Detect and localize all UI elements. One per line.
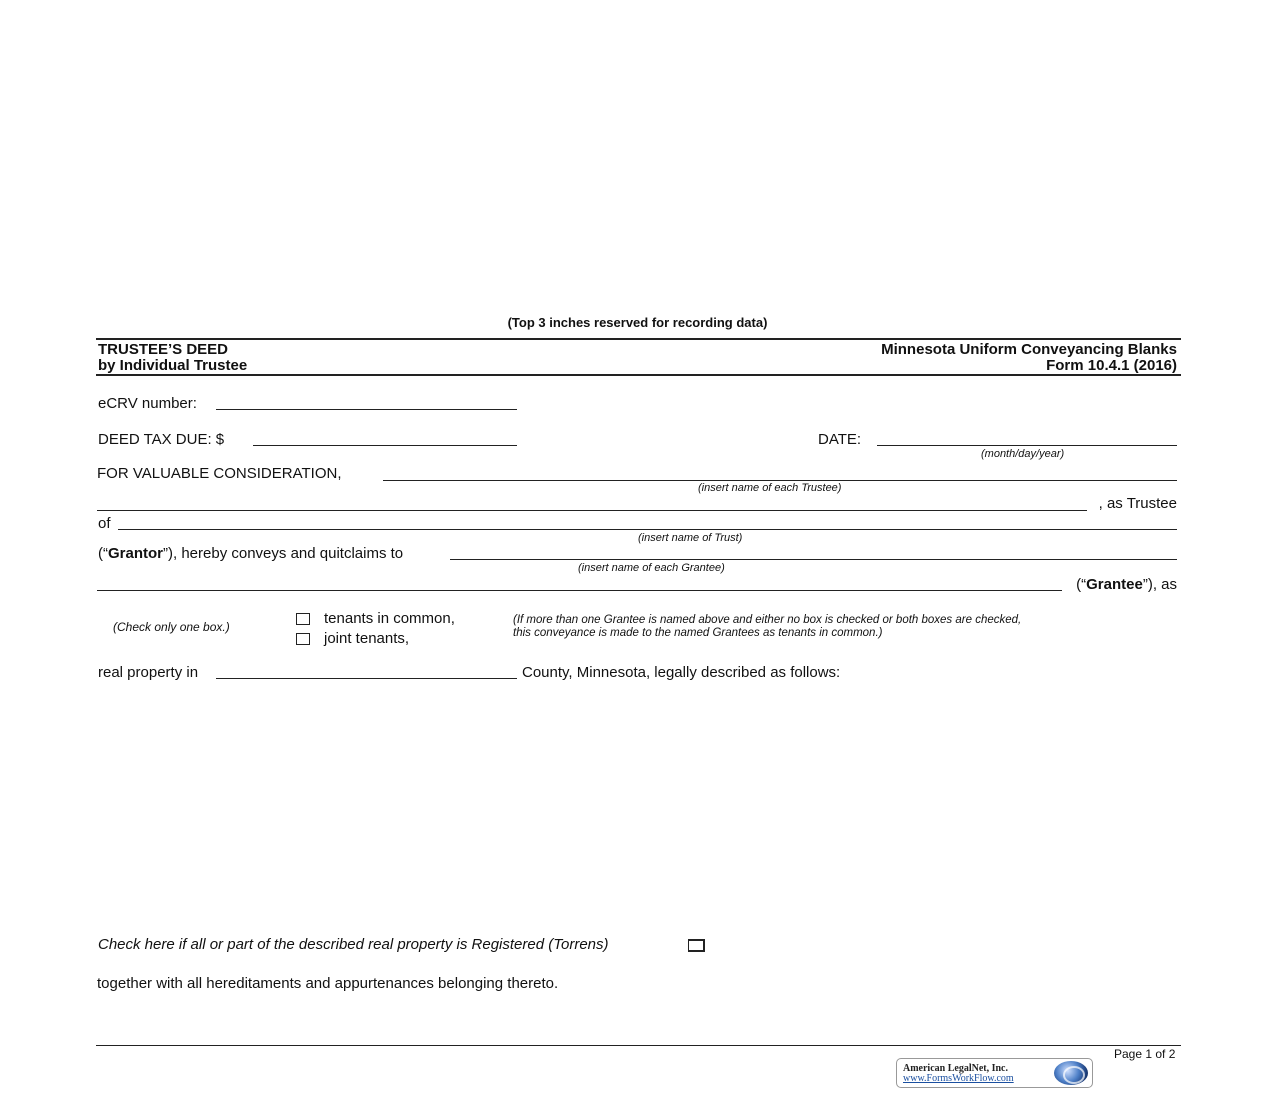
grantee-name-field-2[interactable]	[97, 590, 1062, 591]
header-bottom-rule	[96, 374, 1181, 376]
grantor-rest: ”), hereby conveys and quitclaims to	[163, 545, 404, 562]
hereditaments-text: together with all hereditaments and appurtenances belonging thereto.	[97, 975, 559, 992]
recording-note: (Top 3 inches reserved for recording data)	[507, 315, 768, 330]
footer-rule	[96, 1045, 1181, 1046]
form-series: Minnesota Uniform Conveyancing Blanks	[881, 341, 1177, 358]
grantee-clause	[1076, 576, 1177, 593]
grantee-open: (“	[1076, 576, 1087, 593]
joint-tenants-label: joint tenants,	[324, 630, 410, 647]
grantor-clause	[98, 545, 403, 562]
date-hint: (month/day/year)	[981, 448, 1065, 460]
county-text: County, Minnesota, legally described as follows:	[522, 664, 841, 681]
deed-tax-label: DEED TAX DUE: $	[98, 431, 225, 448]
deed-tax-field[interactable]	[253, 445, 517, 446]
trust-name-field[interactable]	[118, 529, 1177, 530]
trustee-name-field-2[interactable]	[97, 510, 1087, 511]
tenants-in-common-label: tenants in common,	[324, 610, 455, 627]
real-property-label: real property in	[98, 664, 199, 681]
tenants-in-common-checkbox[interactable]	[296, 613, 310, 625]
trustee-name-field[interactable]	[383, 480, 1177, 481]
grantee-word: Grantee	[1086, 576, 1143, 593]
form-number: Form 10.4.1 (2016)	[1046, 357, 1177, 374]
header-top-rule	[96, 338, 1181, 340]
as-trustee-text: , as Trustee	[1098, 495, 1177, 512]
joint-tenants-checkbox[interactable]	[296, 633, 310, 645]
grantee-rest: ”), as	[1142, 576, 1177, 593]
page-number: Page 1 of 2	[1114, 1047, 1176, 1061]
tenancy-note-line2: this conveyance is made to the named Grantees as tenants in common.)	[513, 627, 883, 639]
logo-company-text: American LegalNet, Inc.	[903, 1063, 1008, 1074]
date-field[interactable]	[877, 445, 1177, 446]
torrens-text: Check here if all or part of the described real property is Registered (Torrens)	[98, 936, 609, 953]
county-field[interactable]	[216, 678, 517, 679]
torrens-checkbox[interactable]	[688, 939, 705, 952]
of-label: of	[98, 515, 111, 532]
ecrv-field[interactable]	[216, 409, 517, 410]
check-one-hint: (Check only one box.)	[113, 620, 230, 634]
date-label: DATE:	[818, 431, 862, 448]
trustee-hint: (insert name of each Trustee)	[698, 482, 842, 494]
consideration-label: FOR VALUABLE CONSIDERATION,	[97, 465, 342, 482]
grantee-name-field[interactable]	[450, 559, 1177, 560]
trust-hint: (insert name of Trust)	[638, 532, 743, 544]
grantor-word: Grantor	[108, 545, 164, 562]
american-legalnet-logo[interactable]	[896, 1058, 1093, 1088]
tenancy-note-line1: (If more than one Grantee is named above and either no box is checked or both boxes are checked,	[513, 614, 1022, 626]
grantor-open: (“	[98, 545, 108, 562]
legal-description-area[interactable]	[97, 690, 1177, 920]
globe-icon	[1054, 1061, 1088, 1085]
grantee-hint: (insert name of each Grantee)	[578, 562, 725, 574]
logo-url-link[interactable]: www.FormsWorkFlow.com	[903, 1073, 1014, 1084]
ecrv-label: eCRV number:	[98, 395, 197, 412]
deed-subtitle: by Individual Trustee	[98, 357, 248, 374]
deed-title: TRUSTEE’S DEED	[98, 341, 229, 358]
